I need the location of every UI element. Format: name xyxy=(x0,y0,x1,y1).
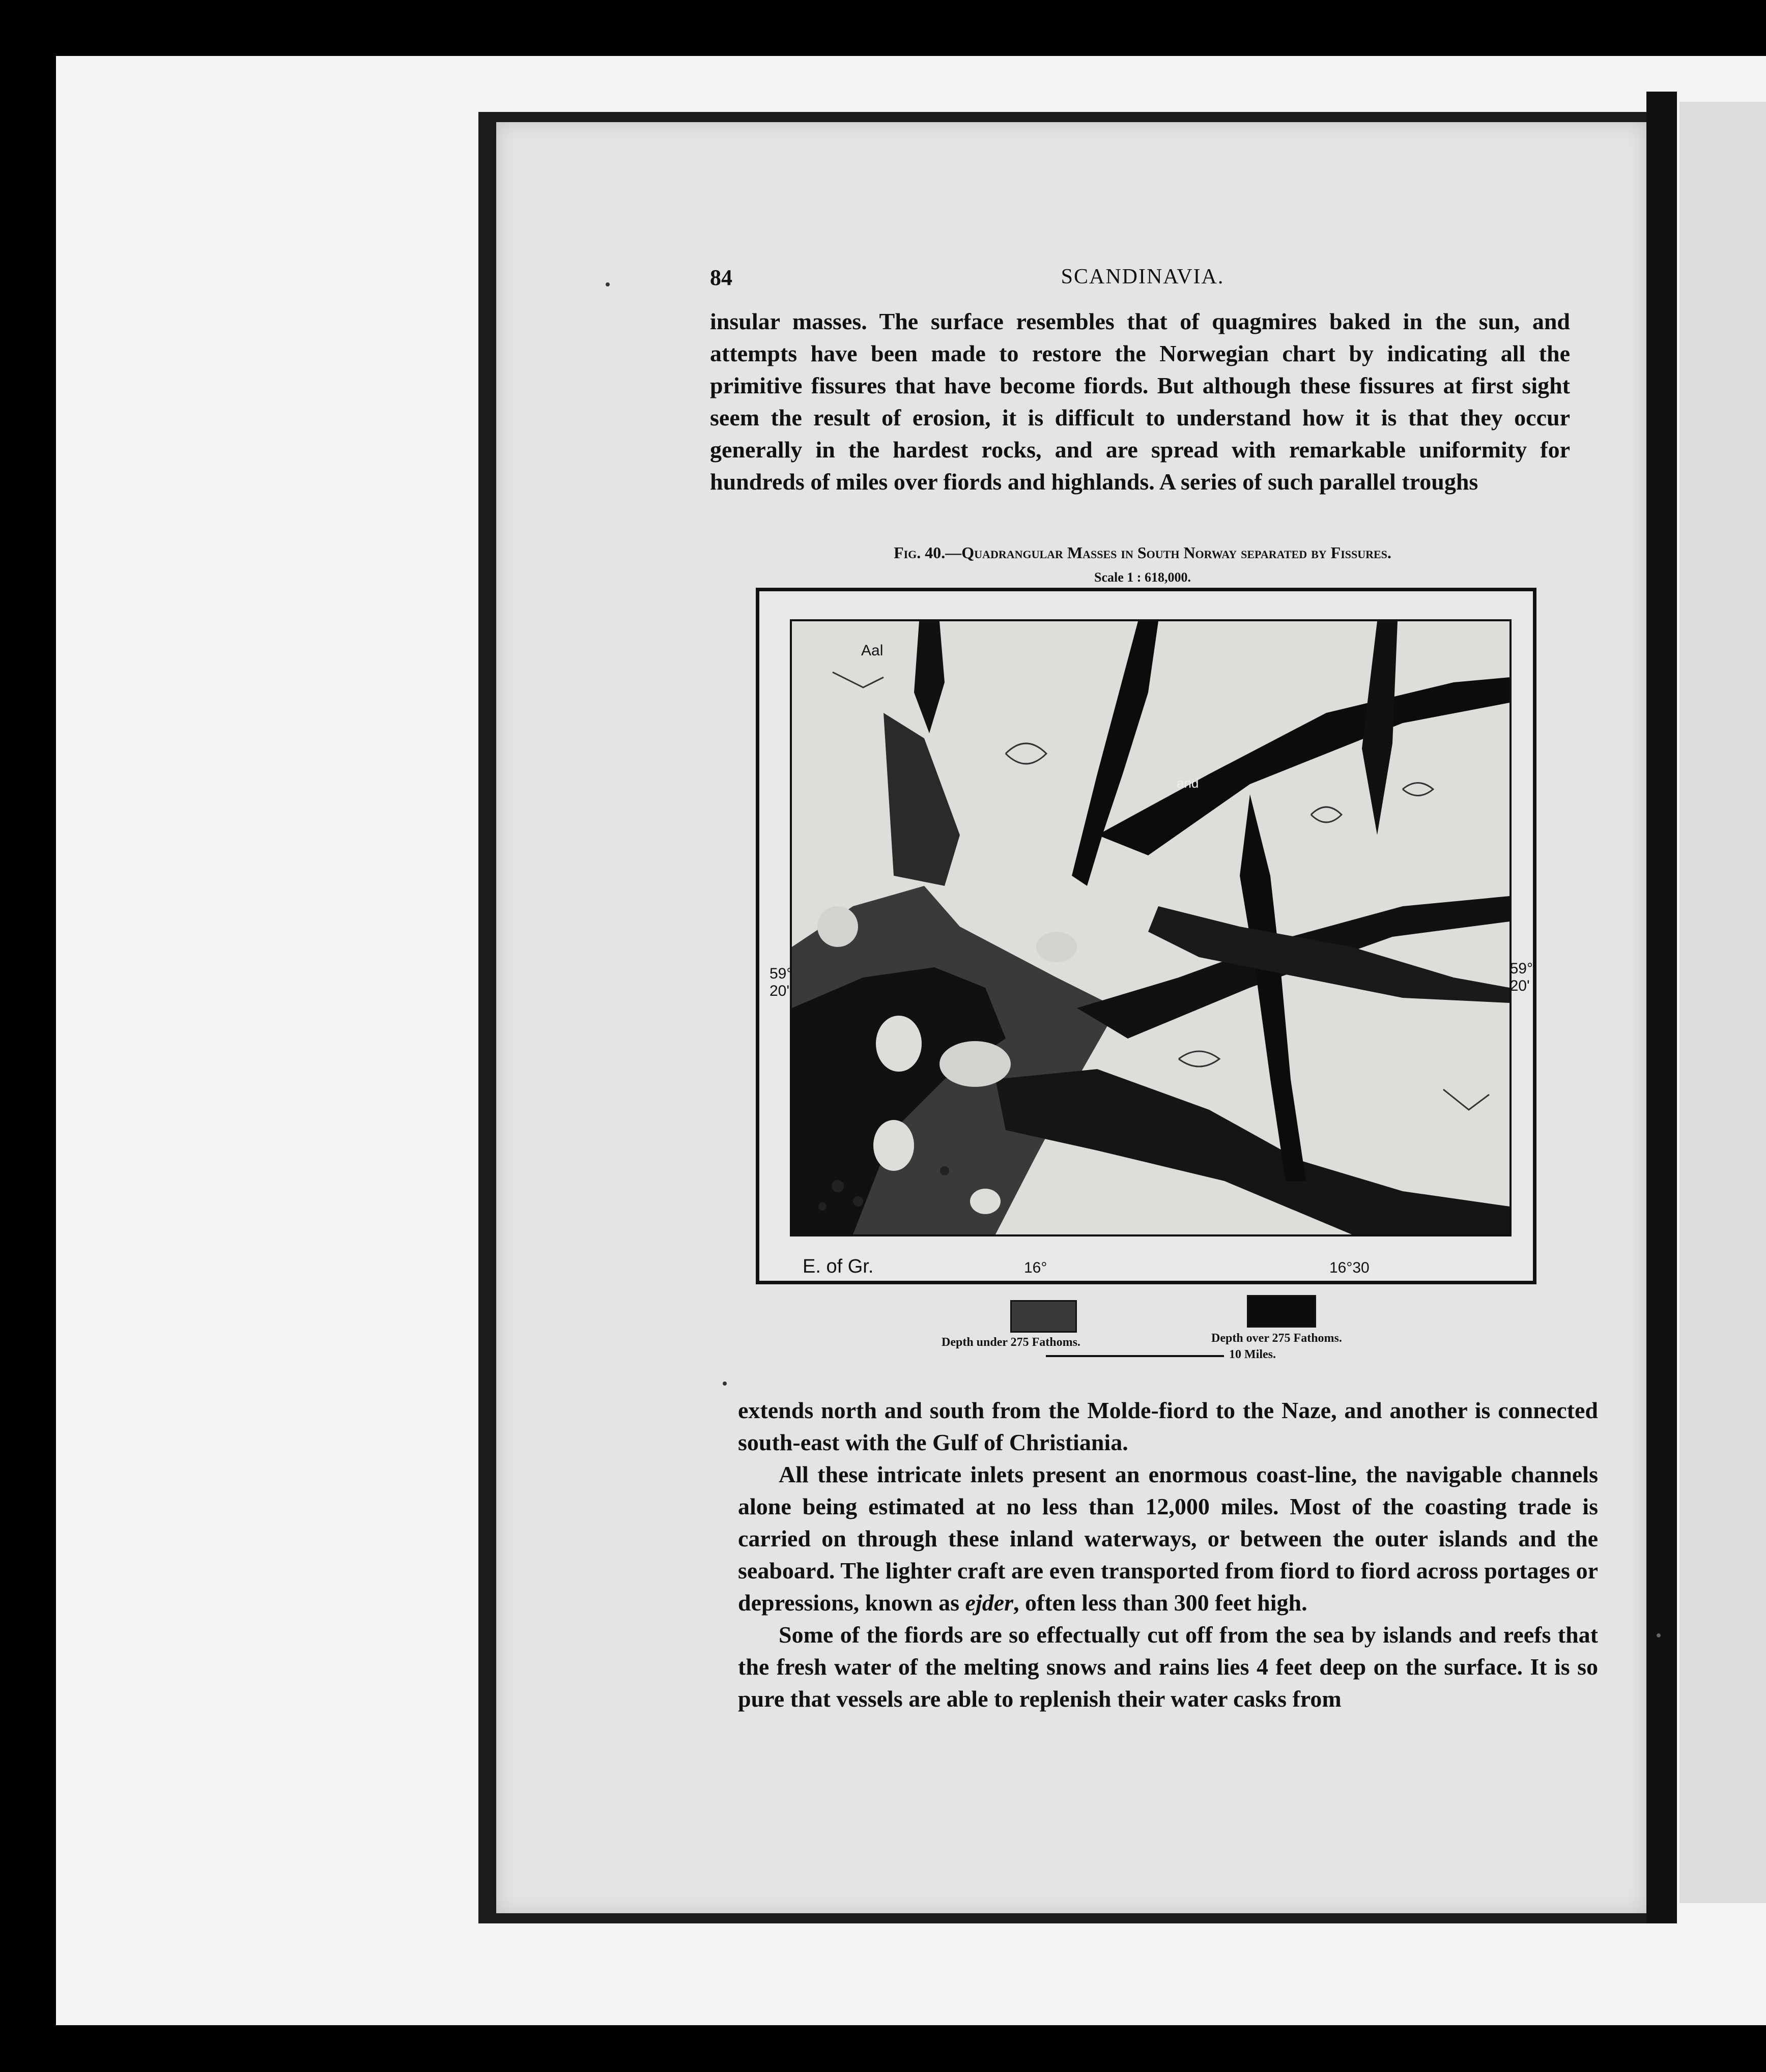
scan-speck xyxy=(1657,1633,1661,1637)
map-place-label: and xyxy=(1177,775,1199,791)
page-number: 84 xyxy=(710,265,732,290)
map-image xyxy=(790,619,1512,1236)
figure-scale: Scale 1 : 618,000. xyxy=(1094,570,1191,585)
fiord-map-illustration xyxy=(792,621,1509,1234)
paragraph-top: insular masses. The surface resembles that of quagmires baked in the sun, and attempts have been made to restore the Norwegian chart by indicating all the primitive fissures that have become fiords. But although these fissures at first sight seem the result of erosion, it is difficult to understand how it is that they occur generally in the hardest rocks, and are spread with remarkable uniformity for hundreds of miles over fiords and highlands. A series of such parallel troughs xyxy=(710,308,1570,495)
facing-page-edge xyxy=(1679,102,1766,1903)
paragraph-coastline-end: , often less than 300 feet high. xyxy=(1013,1590,1307,1616)
longitude-label: 16° xyxy=(1024,1259,1047,1276)
scan-speck xyxy=(606,282,610,286)
longitude-label: 16°30 xyxy=(1329,1259,1370,1276)
scale-bar-label: 10 Miles. xyxy=(1229,1348,1276,1361)
legend-swatch-deep xyxy=(1247,1295,1316,1328)
meridian-reference: E. of Gr. xyxy=(803,1256,874,1277)
paragraph-coastline-text: All these intricate inlets present an enormous coast-line, the navigable channels alone being estimated at no less than 12,000 miles. Most of the coasting trade is carried on through these inland waterways, or between the outer islands and the seaboard. The lighter craft are even transported from fiord to fiord across portages or depressions, known as xyxy=(738,1461,1598,1616)
fiord-map xyxy=(756,588,1536,1284)
paragraph-fresh-water: Some of the fiords are so effectually cut off from the sea by islands and reefs that the fresh water of the melting snows and rains lies 4 feet deep on the surface. It is so pure that vessels are able to replenish their water casks from xyxy=(738,1622,1598,1712)
body-text-bottom xyxy=(738,1394,1598,1715)
scale-bar xyxy=(1046,1355,1224,1357)
legend-label-shallow: Depth under 275 Fathoms. xyxy=(942,1336,1080,1349)
latitude-label-right: 59° 20' xyxy=(1509,960,1533,994)
paragraph-continuation: extends north and south from the Molde-fiord to the Naze, and another is connected south-east with the Gulf of Christiania. xyxy=(738,1397,1598,1455)
italic-term: ejder xyxy=(965,1590,1014,1616)
book-gutter xyxy=(1646,92,1677,1923)
figure-caption: Fig. 40.—Quadrangular Masses in South Norway separated by Fissures. xyxy=(894,543,1391,562)
legend-label-deep: Depth over 275 Fathoms. xyxy=(1211,1332,1342,1345)
map-place-label: Aal xyxy=(861,642,884,659)
map-legend xyxy=(942,1295,1400,1371)
paragraph-coastline xyxy=(738,1458,1598,1619)
page-header xyxy=(710,265,1575,300)
running-head: SCANDINAVIA. xyxy=(1061,265,1224,289)
latitude-label-left: 59° 20' xyxy=(770,965,793,999)
legend-swatch-shallow xyxy=(1010,1300,1077,1333)
scan-speck xyxy=(723,1382,727,1386)
